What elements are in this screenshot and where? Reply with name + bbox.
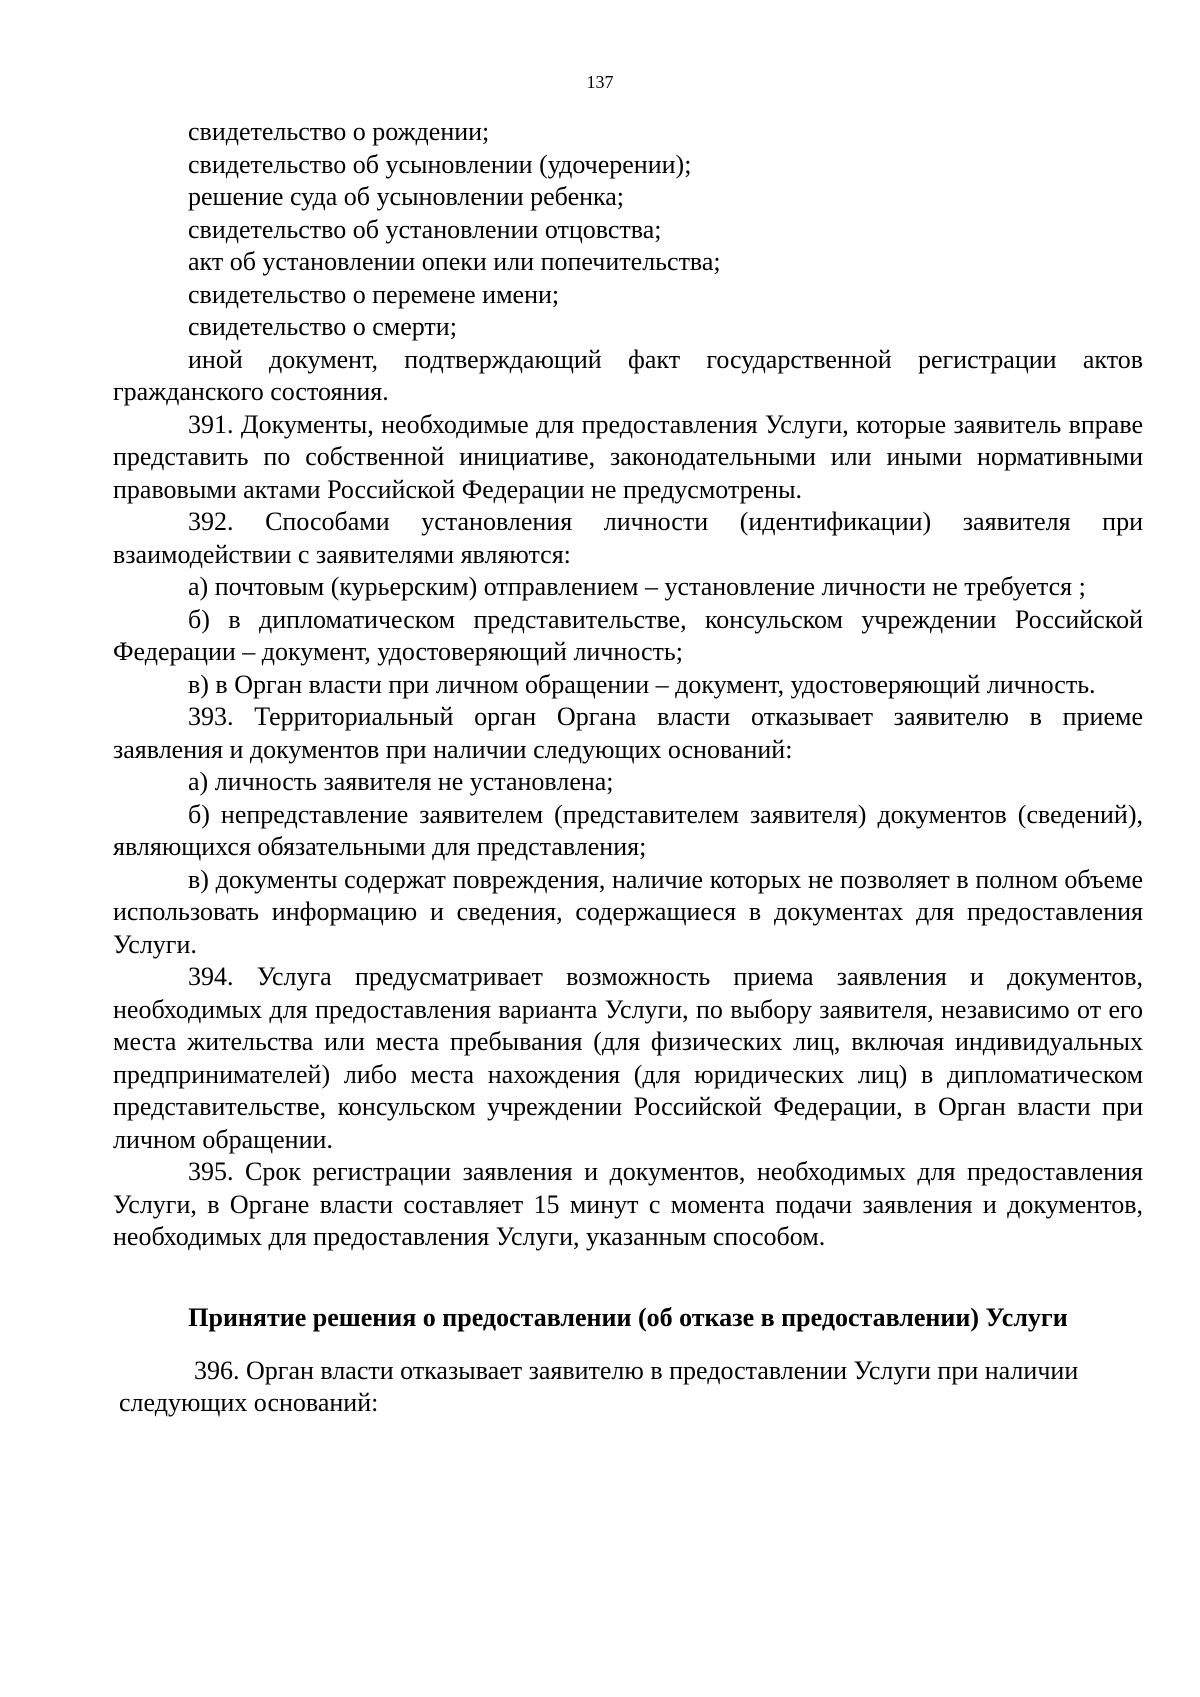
paragraph-391: 391. Документы, необходимые для предоставления Услуги, которые заявитель вправе представить по собственной инициативе, законодательными или иными нормативными правовыми актами Российской Федерации не предусмотрены. (113, 409, 1143, 504)
list-item: свидетельство о перемене имени; (188, 279, 560, 309)
paragraph-392-v: в) в Орган власти при личном обращении – документ, удостоверяющий личность. (188, 669, 1096, 699)
list-item: решение суда об усыновлении ребенка; (188, 182, 625, 211)
paragraph-392-a: а) почтовым (курьерским) отправлением – установление личности не требуется ; (188, 572, 1086, 601)
list-item: свидетельство о рождении; (188, 117, 490, 146)
list-item: свидетельство об установлении отцовства; (188, 214, 662, 244)
paragraph-393: 393. Территориальный орган Органа власти отказывает заявителю в приеме заявления и документов при наличии следующих оснований: (113, 702, 1143, 764)
paragraph-392: 392. Способами установления личности (идентификации) заявителя при взаимодействии с заявителями являются: (113, 507, 1143, 569)
paragraph-393-b: б) непредставление заявителем (представителем заявителя) документов (сведений), являющихся обязательными для представления; (113, 799, 1143, 861)
paragraph-393-v: в) документы содержат повреждения, наличие которых не позволяет в полном объеме использовать информацию и сведения, содержащиеся в документах для предоставления Услуги. (113, 864, 1143, 959)
page-number: 137 (586, 72, 614, 92)
paragraph-396: 396. Орган власти отказывает заявителю в предоставлении Услуги при наличии следующих оснований: (119, 1355, 1079, 1417)
paragraph: иной документ, подтверждающий факт государственной регистрации актов гражданского состояния. (113, 344, 1143, 406)
section-heading: Принятие решения о предоставлении (об отказе в предоставлении) Услуги (188, 1302, 1068, 1332)
paragraph-392-b: б) в дипломатическом представительстве, консульском учреждении Российской Федерации – документ, удостоверяющий личность; (113, 604, 1143, 666)
paragraph-395: 395. Срок регистрации заявления и документов, необходимых для предоставления Услуги, в Органе власти составляет 15 минут с момента подачи заявления и документов, необходимых для предоставления Услуги, указанным способом. (113, 1157, 1143, 1251)
list-item: акт об установлении опеки или попечительства; (188, 247, 721, 276)
list-item: свидетельство о смерти; (188, 312, 457, 341)
paragraph-393-a: а) личность заявителя не установлена; (188, 767, 614, 796)
paragraph-394: 394. Услуга предусматривает возможность приема заявления и документов, необходимых для предоставления варианта Услуги, по выбору заявителя, независимо от его места жительства или места пребывания (для физических лиц, включая индивидуальных предпринимателей) либо места нахождения (для юридических лиц) в дипломатическом представительстве, консульском учреждении Российской Федерации, в Орган власти при личном обращении. (113, 962, 1143, 1154)
document-body (113, 116, 1143, 1420)
list-item: свидетельство об усыновлении (удочерении); (188, 149, 692, 179)
